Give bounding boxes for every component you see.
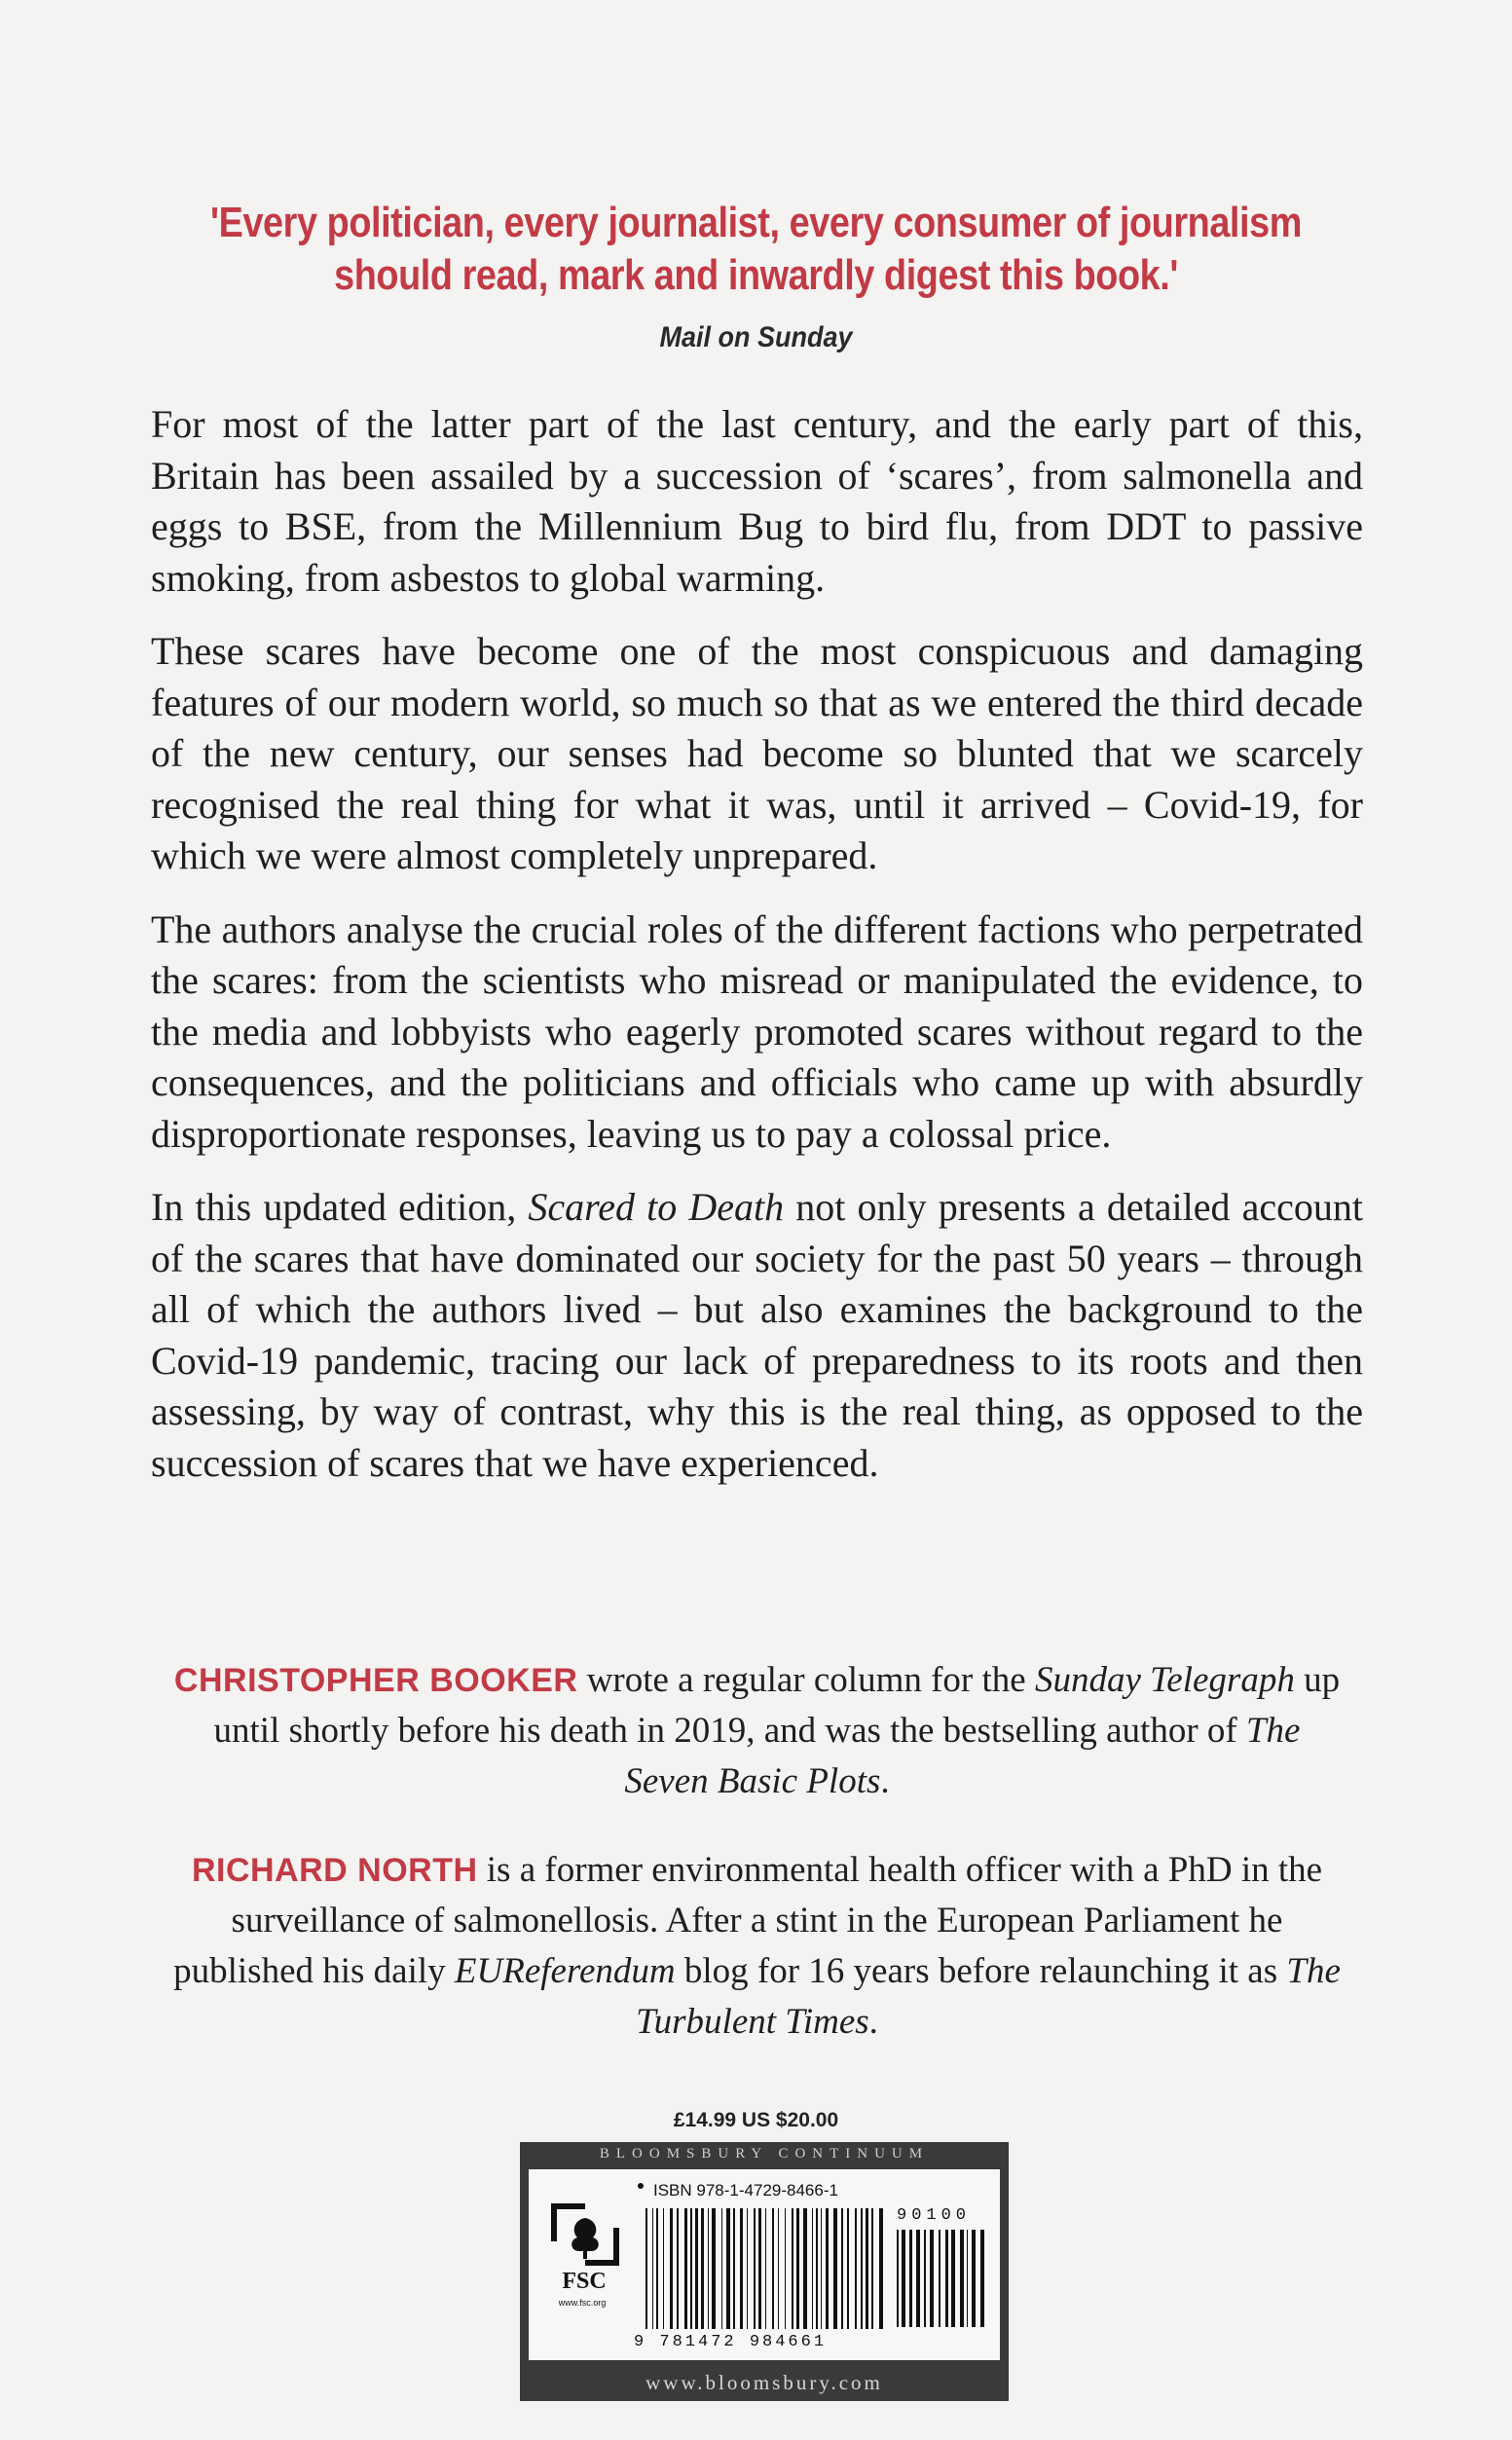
fsc-url: www.fsc.org [558,2298,607,2308]
barcode-bar [721,2208,722,2329]
barcode-panel [520,2142,1009,2401]
author-bio-north [170,1845,1344,2048]
blurb [151,399,1363,1511]
blurb-paragraph-4 [151,1182,1363,1489]
barcode-bar [939,2230,940,2327]
barcode-bar [747,2208,748,2329]
barcode-bar [803,2208,807,2329]
barcode-bar [677,2208,679,2329]
author-name-north: RICHARD NORTH [191,1852,478,1889]
addon-digits: 90100 [897,2206,972,2225]
barcode-bar [812,2208,813,2329]
bio2-text-3: . [868,2002,878,2042]
barcode-bar [945,2230,948,2327]
barcode-bar [785,2208,786,2329]
bio1-book: The Seven Basic Plots [624,1711,1301,1801]
review-quote-line-2: should read, mark and inwardly digest this book.' [334,251,1178,299]
bio1-paper: Sunday Telegraph [1034,1660,1295,1700]
barcode-bar [796,2208,799,2329]
review-source: Mail on Sunday [659,321,853,353]
blurb-paragraph-2: These scares have become one of the most conspicuous and damaging features of our modern world, so much so that as we entered the third decade of the new century, our senses had become so blunted that we scarcely recognised the real thing for what it was, until it arrived – Covid-19, for which we were almost completely unprepared. [151,629,1363,877]
barcode-bar [826,2208,829,2329]
addon-barcode-bars [897,2230,990,2327]
barcode-bar [733,2208,735,2329]
isbn: ISBN 978-1-4729-8466-1 [653,2181,838,2200]
barcode-bar [924,2230,926,2327]
barcode-bar [816,2208,818,2329]
barcode-bar [695,2208,698,2329]
barcode-bar [740,2208,743,2329]
barcode-bar [684,2208,687,2329]
author-name-booker: CHRISTOPHER BOOKER [173,1662,578,1699]
barcode-bar [847,2208,849,2329]
website: www.bloomsbury.com [645,2371,883,2394]
barcode-bar [930,2230,934,2327]
barcode-bar [708,2208,709,2329]
barcode-bar [855,2208,857,2329]
barcode-bar [778,2208,779,2329]
barcode-bar [879,2208,883,2329]
barcode-bar [726,2208,730,2329]
price: £14.99 US $20.00 [673,2109,839,2131]
barcode-bar [871,2208,873,2329]
barcode-bar [902,2230,905,2327]
registered-dot [638,2183,644,2189]
review-quote-line-1: 'Every politician, every journalist, every consumer of journalism [210,199,1302,246]
bio2-text-2: blog for 16 years before relaunching it as [675,1951,1287,1991]
barcode-bar [960,2230,964,2327]
barcode-bar [951,2230,955,2327]
bio1-text-2: up until shortly before his death in 2019, and was the bestselling author of [213,1660,1341,1751]
bio2-newblog: The Turbulent Times [636,1951,1341,2042]
review-quote [206,197,1306,302]
barcode-bar [652,2208,653,2329]
author-bio-booker [170,1655,1344,1807]
bio2-blog: EUReferendum [454,1951,676,1991]
barcode-bar [841,2208,843,2329]
blurb-paragraph-1: For most of the latter part of the last century, and the early part of this, Britain has been assailed by a succession of ‘scares’, from salmonella and eggs to BSE, from the Millennium Bug to bird flu, from DDT to passive smoking, from asbestos to global warming. [151,402,1363,600]
barcode-bar [765,2208,766,2329]
bio1-text-3: . [880,1761,890,1801]
bio2-text-1: is a former environmental health officer with a PhD in the surveillance of salmonellosis. After a stint in the European Parliament he published his daily [173,1850,1323,1991]
barcode-bar [690,2208,692,2329]
blurb-p4-pre: In this updated edition, [151,1185,529,1229]
barcode-bar [833,2208,837,2329]
barcode-bar [656,2208,658,2329]
barcode-bar [967,2230,968,2327]
barcode-bar [821,2208,822,2329]
fsc-label: FSC [562,2269,607,2294]
barcode-bar [758,2208,761,2329]
fsc-tree-icon [546,2199,624,2271]
barcode-bars [645,2208,889,2331]
blurb-p4-post: not only presents a detailed account of the scares that have dominated our society for the past 50 years – through all of which the authors lived – but also examines the background to the Covid-19 pandemic, tracing our lack of preparedness to its roots and then assessing, by way of contrast, why this is the real thing, as opposed to the succession of scares that we have experienced. [151,1185,1364,1485]
publisher-strip: BLOOMSBURY CONTINUUM [599,2146,930,2162]
barcode-bar [663,2208,664,2329]
barcode-digits: 9 781472 984661 [634,2333,828,2351]
book-title: Scared to Death [528,1185,785,1229]
barcode-bar [866,2208,868,2329]
barcode-bar [670,2208,673,2329]
barcode-bar [772,2208,774,2329]
barcode-bar [712,2208,716,2329]
barcode-bar [861,2208,863,2329]
barcode-bar [916,2230,920,2327]
barcode-bar [701,2208,704,2329]
barcode-bar [645,2208,647,2329]
barcode-bar [792,2208,793,2329]
barcode-area [529,2169,1000,2360]
bio1-text-1: wrote a regular column for the [577,1660,1035,1700]
barcode-bar [909,2230,912,2327]
barcode-bar [972,2230,976,2327]
barcode-bar [980,2230,984,2327]
barcode-bar [754,2208,756,2329]
barcode-bar [897,2230,899,2327]
blurb-paragraph-3: The authors analyse the crucial roles of the different factions who perpetrated the scares: from the scientists who misread or manipulated the evidence, to the media and lobbyists who eagerly promoted scares without regard to the consequences, and the politicians and officials who came up with absurdly disproportionate responses, leaving us to pay a colossal price. [151,906,1363,1156]
